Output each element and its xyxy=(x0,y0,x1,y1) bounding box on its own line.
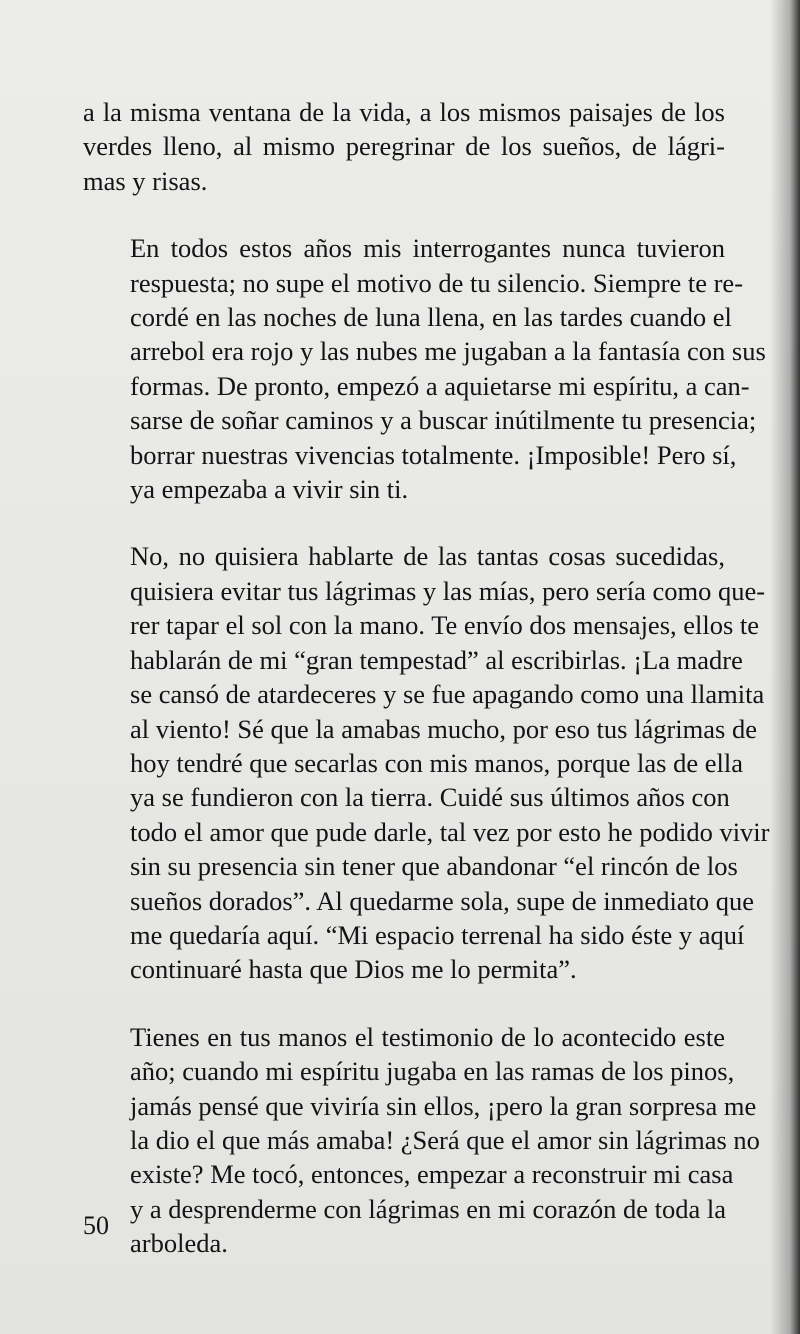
text-line: al viento! Sé que la amabas mucho, por eso tus lágrimas de xyxy=(130,713,757,744)
text-line: En todos estos años mis interrogantes nunca tuvieron xyxy=(130,233,725,264)
paragraph xyxy=(83,231,766,506)
text-line: cordé en las noches de luna llena, en las tardes cuando el xyxy=(130,302,732,333)
text-line: rer tapar el sol con la mano. Te envío dos mensajes, ellos te xyxy=(130,610,760,641)
text-line: verdes lleno, al mismo peregrinar de los sueños, de lágri- xyxy=(83,131,725,162)
text-line: mas y risas. xyxy=(83,165,208,196)
page-number: 50 xyxy=(83,1211,109,1240)
paragraph xyxy=(83,95,725,198)
text-line: Tienes en tus manos el testimonio de lo acontecido este xyxy=(130,1021,725,1052)
text-line: arrebol era rojo y las nubes me jugaban a la fantasía con sus xyxy=(130,336,766,367)
text-line: borrar nuestras vivencias totalmente. ¡Imposible! Pero sí, xyxy=(130,439,737,470)
paragraph xyxy=(83,1020,760,1261)
body-text xyxy=(83,95,770,1261)
text-line: jamás pensé que viviría sin ellos, ¡pero la gran sorpresa me xyxy=(130,1090,757,1121)
text-line: sarse de soñar caminos y a buscar inútilmente tu presencia; xyxy=(130,405,757,436)
text-line: formas. De pronto, empezó a aquietarse mi espíritu, a can- xyxy=(130,370,750,401)
text-line: la dio el que más amaba! ¿Será que el amor sin lágrimas no xyxy=(130,1124,760,1155)
text-line: año; cuando mi espíritu jugaba en las ramas de los pinos, xyxy=(130,1056,735,1087)
text-line: arboleda. xyxy=(130,1228,228,1259)
text-line: hoy tendré que secarlas con mis manos, porque las de ella xyxy=(130,747,743,778)
text-line: hablarán de mi “gran tempestad” al escribirlas. ¡La madre xyxy=(130,644,743,675)
text-line: existe? Me tocó, entonces, empezar a reconstruir mi casa xyxy=(130,1159,734,1190)
text-line: ya se fundieron con la tierra. Cuidé sus últimos años con xyxy=(130,782,730,813)
text-line: a la misma ventana de la vida, a los mismos paisajes de los xyxy=(83,97,725,127)
paragraph xyxy=(83,539,770,986)
text-line: ya empezaba a vivir sin ti. xyxy=(130,474,409,505)
text-line: continuaré hasta que Dios me lo permita”. xyxy=(130,954,577,985)
text-line: se cansó de atardeceres y se fue apagando como una llamita xyxy=(130,679,765,710)
text-line: respuesta; no supe el motivo de tu silencio. Siempre te re- xyxy=(130,267,744,298)
text-line: me quedaría aquí. “Mi espacio terrenal ha sido éste y aquí xyxy=(130,919,745,950)
text-line: sin su presencia sin tener que abandonar “el rincón de los xyxy=(130,851,738,882)
text-line: todo el amor que pude darle, tal vez por esto he podido vivir xyxy=(130,816,770,847)
text-line: quisiera evitar tus lágrimas y las mías, pero sería como que- xyxy=(130,575,766,606)
text-line: sueños dorados”. Al quedarme sola, supe de inmediato que xyxy=(130,885,755,916)
text-line: y a desprenderme con lágrimas en mi corazón de toda la xyxy=(130,1193,727,1224)
text-line: No, no quisiera hablarte de las tantas cosas sucedidas, xyxy=(130,541,725,572)
